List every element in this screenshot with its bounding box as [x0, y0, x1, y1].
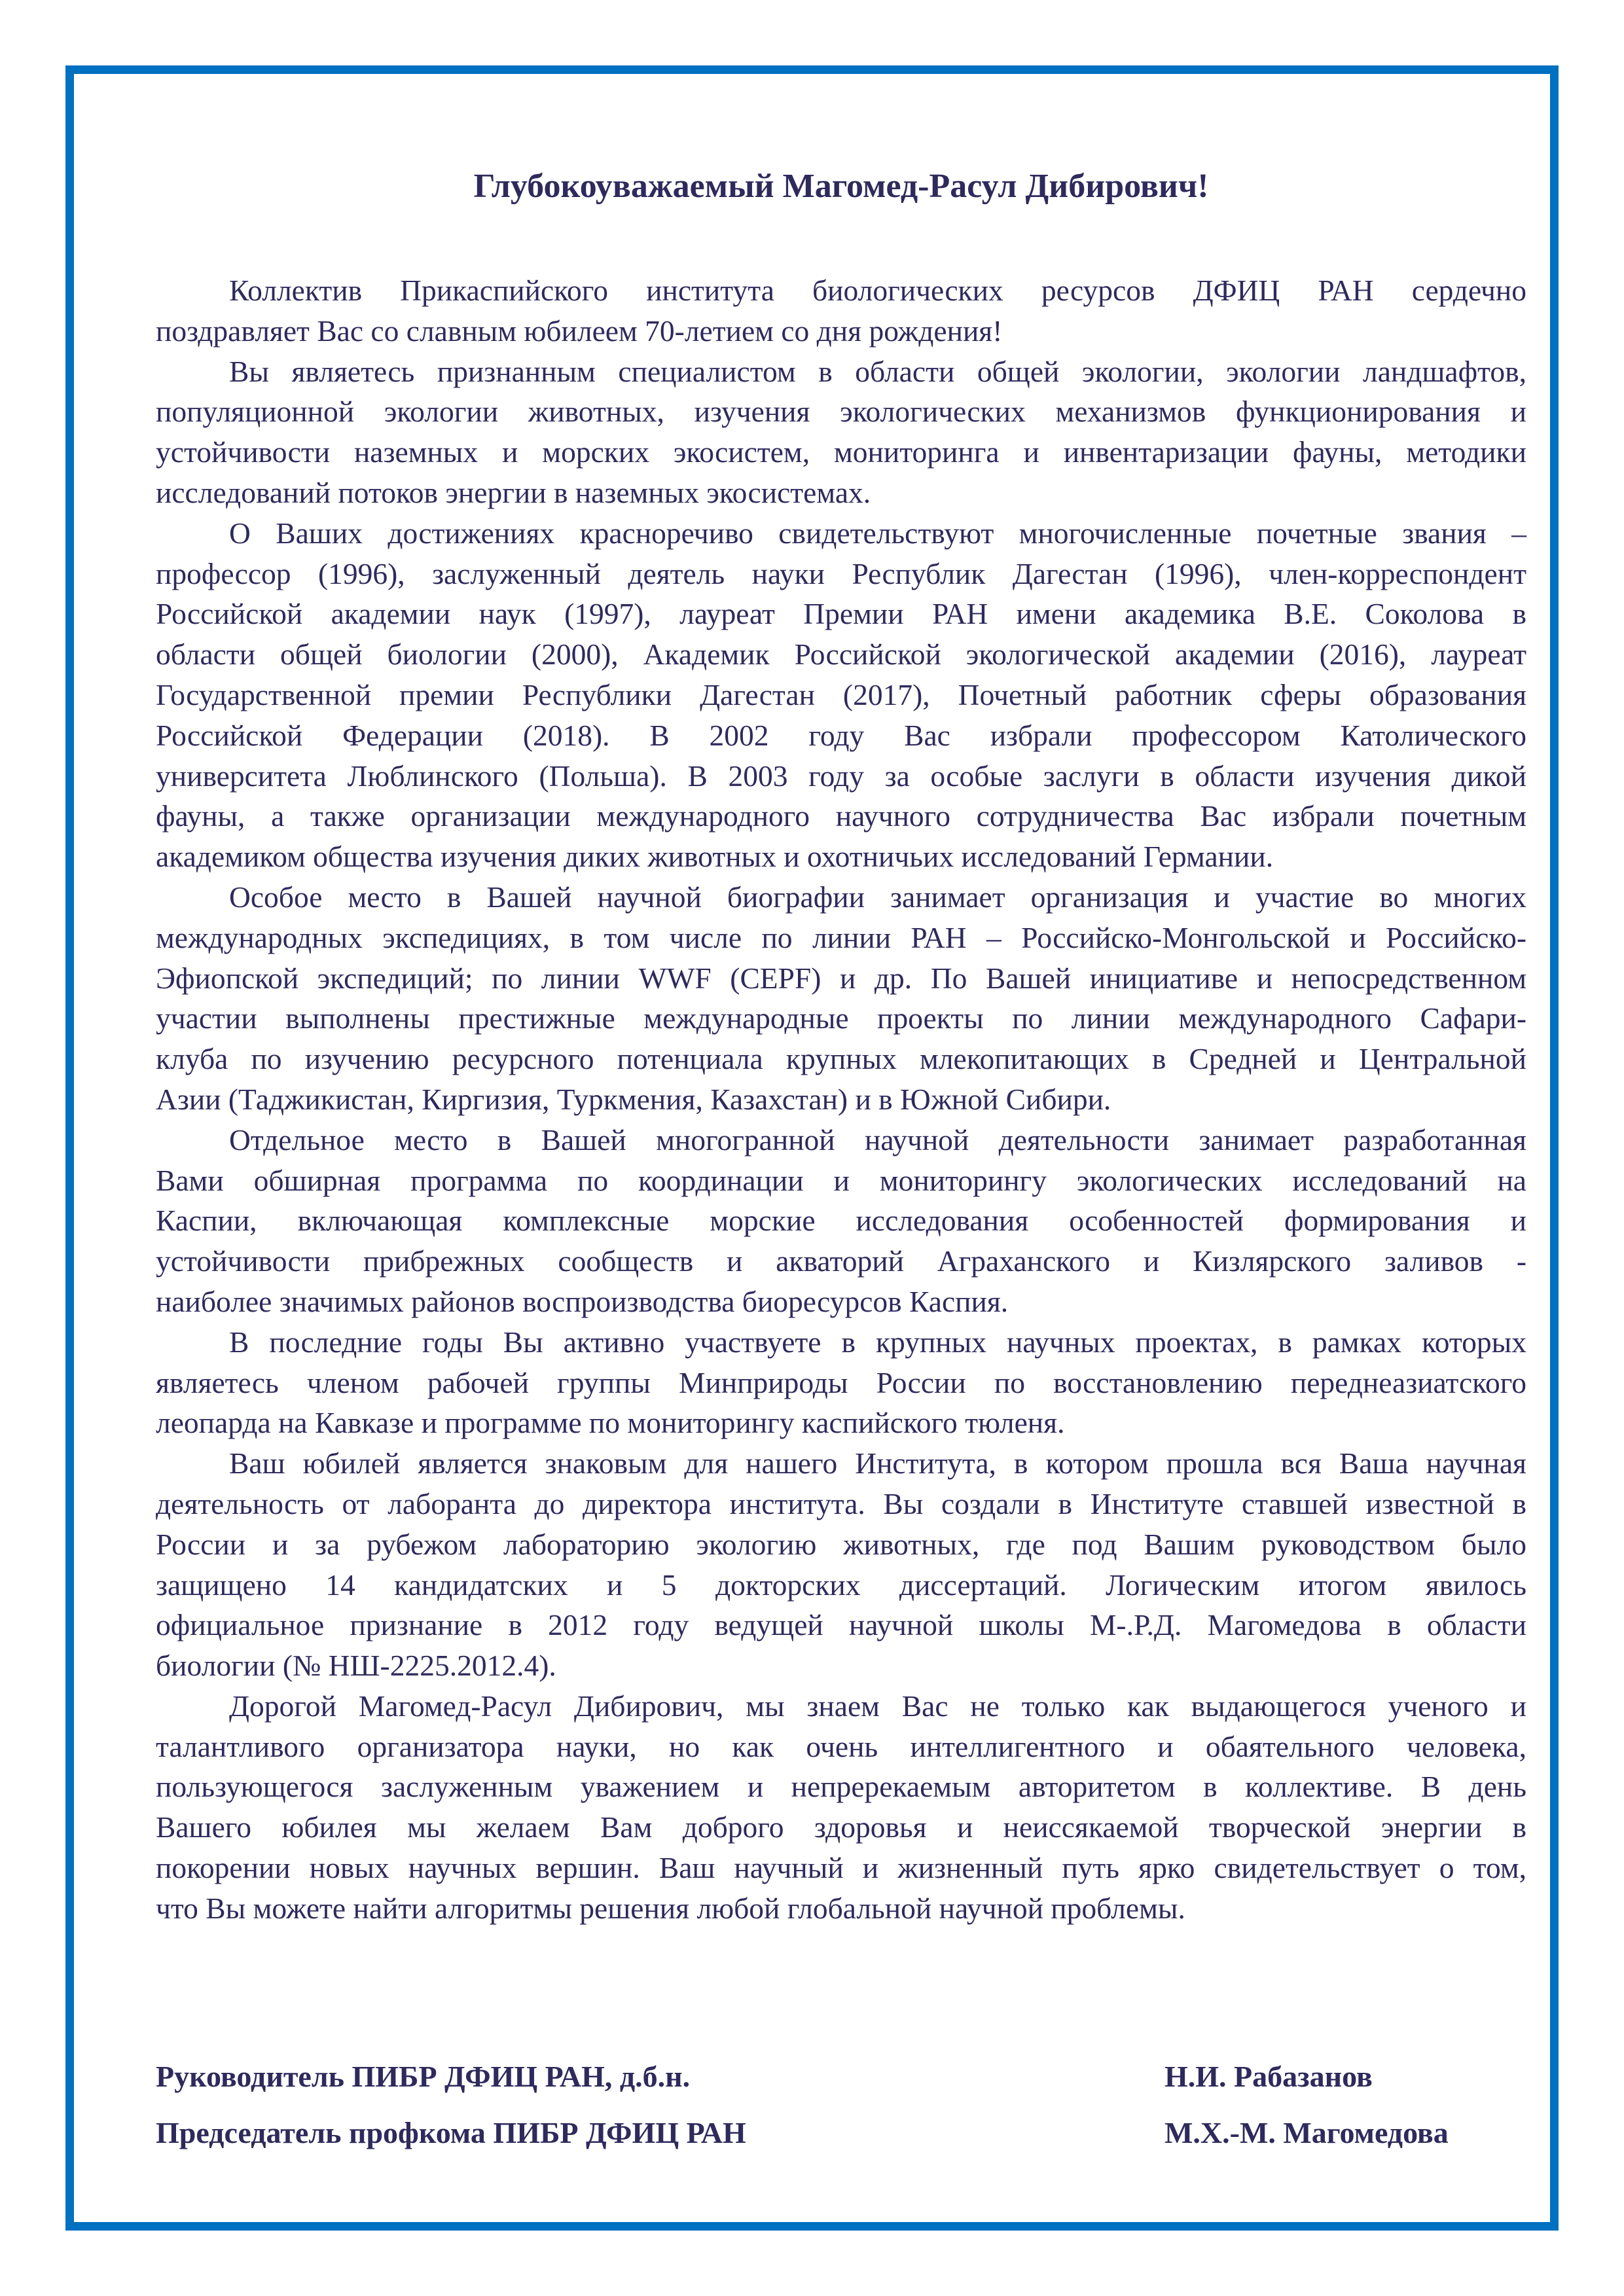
paragraph-line: Вами обширная программа по координации и мониторингу экологических исследований на — [156, 1163, 1526, 1197]
paragraph — [156, 270, 1526, 351]
paragraph-line: Эфиопской экспедиций; по линии WWF (CEPF) и др. По Вашей инициативе и непосредственном — [156, 961, 1526, 995]
paragraph-line: Каспии, включающая комплексные морские исследования особенностей формирования и — [156, 1204, 1526, 1238]
paragraph-line: Государственной премии Республики Дагестан (2017), Почетный работник сферы образования — [156, 677, 1526, 711]
paragraph-line: Ваш юбилей является знаковым для нашего Института, в котором прошла вся Ваша научная — [229, 1446, 1526, 1480]
paragraph-line: покорении новых научных вершин. Ваш научный и жизненный путь ярко свидетельствует о том, — [156, 1851, 1526, 1885]
paragraph-line: Вашего юбилея мы желаем Вам доброго здоровья и неиссякаемой творческой энергии в — [156, 1810, 1526, 1844]
signature-name-union-chair: М.Х.-М. Магомедова — [1164, 2116, 1449, 2149]
paragraph-line: международных экспедициях, в том числе по линии РАН – Российско-Монгольской и Российско- — [156, 920, 1526, 954]
paragraph-line: популяционной экологии животных, изучения экологических механизмов функционирования и — [156, 395, 1526, 429]
paragraph — [156, 351, 1526, 513]
paragraph-line: биологии (№ НШ-2225.2012.4). — [156, 1649, 556, 1683]
paragraph — [156, 1322, 1526, 1443]
paragraph-line: поздравляет Вас со славным юбилеем 70-летием со дня рождения! — [156, 314, 1003, 348]
paragraph-line: Дорогой Магомед-Расул Дибирович, мы знаем Вас не только как выдающегося ученого и — [229, 1689, 1526, 1723]
signature-role-union-chair: Председатель профкома ПИБР ДФИЦ РАН — [156, 2116, 746, 2149]
paragraph-line: Отдельное место в Вашей многогранной научной деятельности занимает разработанная — [229, 1122, 1526, 1157]
paragraph-line: защищено 14 кандидатских и 5 докторских диссертаций. Логическим итогом явилось — [156, 1568, 1526, 1602]
paragraph-line: академиком общества изучения диких животных и охотничьих исследований Германии. — [156, 840, 1274, 874]
paragraph-line: устойчивости наземных и морских экосистем, мониторинга и инвентаризации фауны, методики — [156, 435, 1526, 469]
paragraph — [156, 513, 1526, 877]
paragraph-line: Коллектив Прикаспийского института биологических ресурсов ДФИЦ РАН сердечно — [229, 274, 1526, 307]
signature-role-director: Руководитель ПИБР ДФИЦ РАН, д.б.н. — [156, 2060, 691, 2093]
paragraph-line: клуба по изучению ресурсного потенциала крупных млекопитающих в Средней и Центральной — [156, 1042, 1526, 1076]
paragraph-line: Вы являетесь признанным специалистом в области общей экологии, экологии ландшафтов, — [229, 354, 1526, 388]
paragraph-line: Российской академии наук (1997), лауреат Премии РАН имени академика В.Е. Соколова в — [156, 597, 1526, 631]
paragraph-line: участии выполнены престижные международные проекты по линии международного Сафари- — [156, 1001, 1526, 1035]
paragraph-line: Азии (Таджикистан, Киргизия, Туркмения, Казахстан) и в Южной Сибири. — [156, 1082, 1111, 1116]
paragraph-line: что Вы можете найти алгоритмы решения любой глобальной научной проблемы. — [156, 1891, 1185, 1925]
paragraph — [156, 1120, 1526, 1322]
paragraph-line: леопарда на Кавказе и программе по мониторингу каспийского тюленя. — [156, 1406, 1065, 1440]
paragraph-line: России и за рубежом лабораторию экологию животных, где под Вашим руководством было — [156, 1527, 1526, 1561]
letter-body — [156, 270, 1526, 1929]
paragraph-line: фауны, а также организации международного научного сотрудничества Вас избрали почетным — [156, 799, 1526, 833]
paragraph-line: деятельность от лаборанта до директора института. Вы создали в Институте ставшей известной в — [156, 1486, 1526, 1520]
paragraph-line: В последние годы Вы активно участвуете в крупных научных проектах, в рамках которых — [229, 1325, 1526, 1359]
paragraph — [156, 1686, 1526, 1929]
paragraph-line: О Ваших достижениях красноречиво свидетельствуют многочисленные почетные звания – — [229, 516, 1526, 550]
paragraph-line: исследований потоков энергии в наземных экосистемах. — [156, 475, 871, 509]
paragraph — [156, 1443, 1526, 1686]
paragraph-line: профессор (1996), заслуженный деятель науки Республик Дагестан (1996), член-корреспондент — [156, 556, 1526, 590]
paragraph-line: университета Люблинского (Польша). В 2003 году за особые заслуги в области изучения дикой — [156, 759, 1526, 793]
paragraph-line: устойчивости прибрежных сообществ и акваторий Аграханского и Кизлярского заливов - — [156, 1244, 1526, 1278]
paragraph-line: Особое место в Вашей научной биографии занимает организация и участие во многих — [229, 880, 1526, 914]
paragraph-line: талантливого организатора науки, но как очень интеллигентного и обаятельного человека, — [156, 1729, 1526, 1763]
paragraph — [156, 877, 1526, 1120]
paragraph-line: являетесь членом рабочей группы Минприроды России по восстановлению переднеазиатского — [156, 1365, 1526, 1399]
paragraph-line: пользующегося заслуженным уважением и непререкаемым авторитетом в коллективе. В день — [156, 1770, 1526, 1804]
paragraph-line: области общей биологии (2000), Академик Российской экологической академии (2016), лауреат — [156, 637, 1526, 672]
signature-name-director: Н.И. Рабазанов — [1164, 2060, 1373, 2093]
paragraph-line: наиболее значимых районов воспроизводства биоресурсов Каспия. — [156, 1284, 1009, 1318]
paragraph-line: официальное признание в 2012 году ведущей научной школы М-.Р.Д. Магомедова в области — [156, 1608, 1526, 1642]
paragraph-line: Российской Федерации (2018). В 2002 году Вас избрали профессором Католического — [156, 718, 1526, 752]
letter-salutation: Глубокоуважаемый Магомед-Расул Дибирович! — [473, 168, 1209, 205]
